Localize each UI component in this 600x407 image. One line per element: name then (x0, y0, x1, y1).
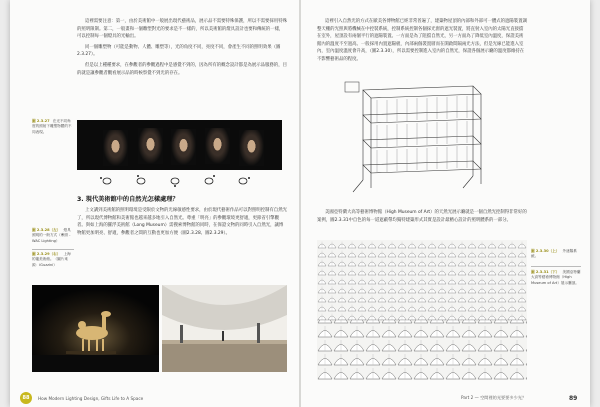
caption-fig-2-3-31 (531, 270, 581, 286)
caption-number: 圖 2.3.31（下） (531, 270, 560, 274)
left-body-bottom (77, 207, 287, 240)
portrait (239, 130, 264, 166)
portrait (138, 128, 163, 164)
caption-fig-2-3-30 (531, 249, 581, 260)
caption-divider (531, 266, 581, 267)
right-para-1: 這裡引入自然光的方式在歐美各博物館已經非常普遍了，建築物屋頂的內部和外部可一體式的遮陽裝置調整天棚的光照與將機械在中控裝系統，控制系統控制各個採光窗的遮光裝置，將直射入室內的太陽光直接擋在室外，屋頂設有兩個平行的遮陽裝置。一方面是為了阻擋自然光，另一方面為了降低室內溫度，保證美術館內的溫度不至過高。一般採用內置遮陽板，內部兩個裝置層而在開啟間隔兩光方法，但是光線已能進入室內，室內温度溫度會升高，（圖2.3.30），所以需要控制進入室內的自然光，保證各個展示廳的溫度都維持在不影響藝術品的程度。 (317, 19, 527, 62)
right-para-2: 美國亞特蘭大高等藝術博物館（High Museum of Art）的天然光展示廳就是一個自然光控制得非常好的案例，圖2.3.31中自色的每一道遮蔽帶均獨特建築形式其實是設計最精心設計的照明體系的一部分。 (317, 210, 527, 223)
right-page-number: 89 (569, 395, 578, 402)
section-heading: 3. 現代美術館中的自然光怎樣處理？ (77, 196, 179, 203)
portrait (103, 130, 128, 166)
left-para-3: 但是以上種種要求，在參觀者的參觀過程中是感覺不到的，因為所有的概念設計都是為展示品服務的，目的就是讓參觀者觀看展示品的時候察覺不到光的存在。 (77, 62, 287, 76)
caption-number: 圖 2.3.27 (32, 119, 50, 123)
left-para-4: 上文講到美術館的照明環境是受限於文物的光線敏感性要求，由於現代藝術作品可以對照明控制有自然光了，所以現代博物館和美術館也越來越多地引入自然光。尊重「明亮」的參觀環境更舒適，更節省引擎觀者。與如上海的羅浮美術館（Long Museum）需搜索博物館的同時，在保證文物的同時引入自然光，讓博物館更加明亮、舒適，參觀者之間的互動也更加方便（圖2.3.28、圖2.3.29）。 (77, 208, 287, 236)
right-body-top (317, 18, 527, 67)
portrait (171, 129, 196, 165)
right-page (301, 0, 590, 407)
right-body-bottom (317, 209, 527, 227)
page-number-badge: 88 (20, 392, 32, 404)
figure-2-3-31-ceiling-coffers (317, 240, 527, 380)
caption-divider (32, 249, 74, 250)
caption-text: 上海的龍美術館。（圖片來源：iGuzzini） (32, 252, 71, 267)
lighting-angle-icons (77, 174, 282, 188)
book-spread (10, 0, 590, 407)
left-page (10, 0, 299, 407)
caption-text: 在光不同角度的照射下雕塑物體的不同表現。 (32, 119, 72, 134)
caption-fig-2-3-29 (32, 252, 74, 268)
left-body-top (77, 18, 287, 80)
caption-text: 外遮陽系統。 (531, 249, 577, 259)
caption-number: 圖 2.3.29（右） (32, 252, 61, 256)
figure-2-3-27-portraits (77, 120, 282, 170)
figure-2-3-28-dark-exhibit (32, 285, 159, 372)
caption-text: 燈具照明的一般方式（參照 - WAC Lighting） (32, 228, 71, 243)
portrait (205, 128, 230, 164)
angle-icon (103, 178, 247, 184)
right-footer: Part 2 — 空間裡的光要要多少光？ (461, 395, 527, 400)
left-footer: How Modern Lighting Design, Gifts Life to A Space (38, 396, 144, 401)
figure-2-3-29-museum-hall (162, 285, 287, 372)
caption-number: 圖 2.3.28（左） (32, 228, 61, 232)
left-para-1: 這裡需要注意：第一，由於美術館中一般展出現代藝術品，展示品不需要特殊保護，所以不需要採用特殊的照明限制。第二，一般畫和一個雕塑對光的要求是不一樣的，所以美術館的燈具設計也要和傳統的一樣，可以控制每一個燈具的光輸出。 (77, 19, 287, 40)
left-para-2: 同一個雕塑物（可能是動物、人體、雕塑等），光的角度不同，亮度不同，會產生不同的照明效果（圖2.3.27）。 (77, 44, 281, 58)
figure-2-3-30-louver-diagram (343, 80, 493, 198)
caption-number: 圖 2.3.30（上） (531, 249, 560, 253)
caption-text: 美國亞特蘭大高等藝術博物館（High Museum of Art）展示廳頂。 (531, 270, 581, 285)
caption-fig-2-3-28 (32, 228, 74, 244)
caption-fig-2-3-27 (32, 119, 74, 135)
